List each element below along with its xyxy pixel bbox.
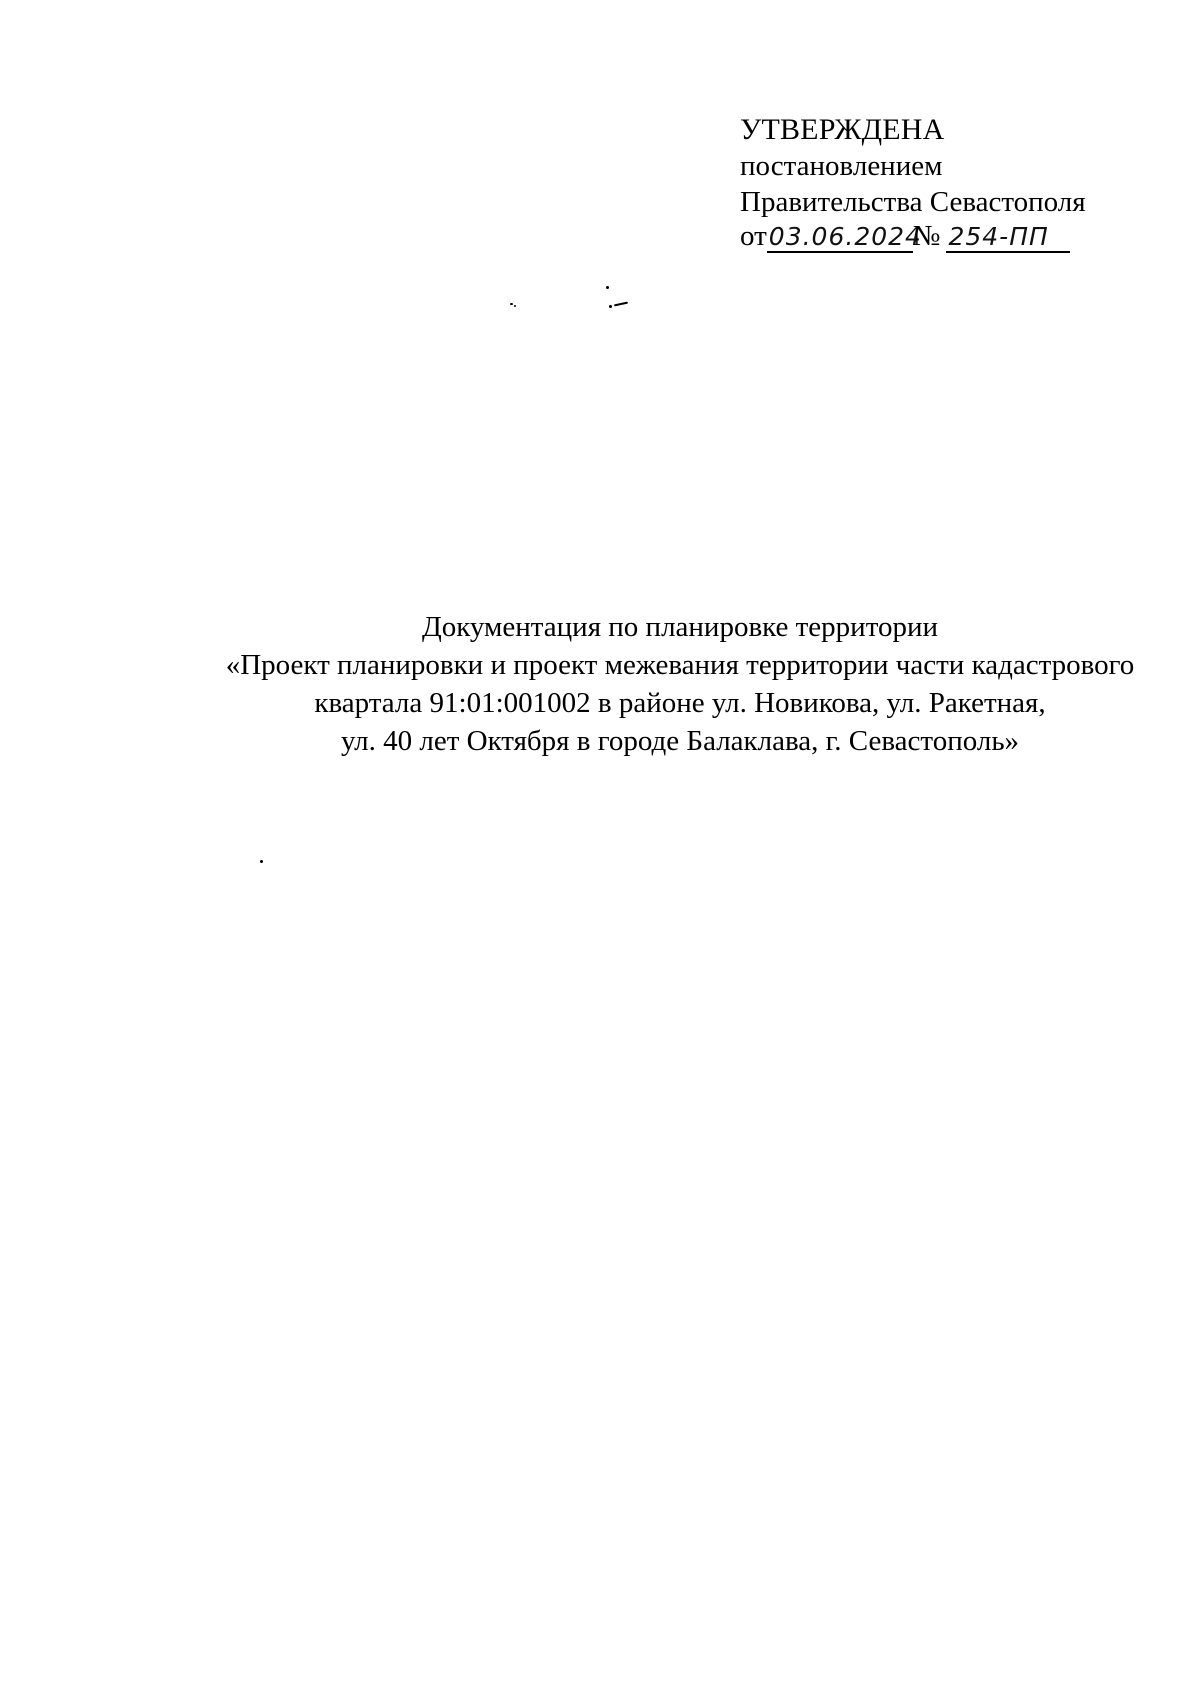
scan-speck [510,303,513,305]
scan-speck [260,860,263,863]
scan-speck [606,286,609,289]
approval-stamp [740,112,1140,258]
handwritten-number: 254-ПП [946,223,1070,253]
scan-speck [514,305,516,307]
approval-date-line [740,220,1140,258]
approval-line-government: Правительства Севастополя [740,186,1086,218]
title-line-3: квартала 91:01:001002 в районе ул. Новикова, ул. Ракетная, [314,687,1046,719]
document-title [200,608,1160,760]
title-line-4: ул. 40 лет Октября в городе Балаклава, г. Севастополь» [340,725,1020,757]
number-sign: № [912,220,941,252]
approval-heading: УТВЕРЖДЕНА [740,113,945,146]
title-line-1: Документация по планировке территории [421,611,939,643]
date-prefix: от [740,220,767,252]
title-line-2: «Проект планировки и проект межевания территории части кадастрового [225,649,1135,681]
scan-speck [614,302,628,307]
approval-line-resolution: постановлением [740,150,943,182]
scan-speck [609,305,612,308]
handwritten-date: 03.06.2024 [768,222,922,251]
